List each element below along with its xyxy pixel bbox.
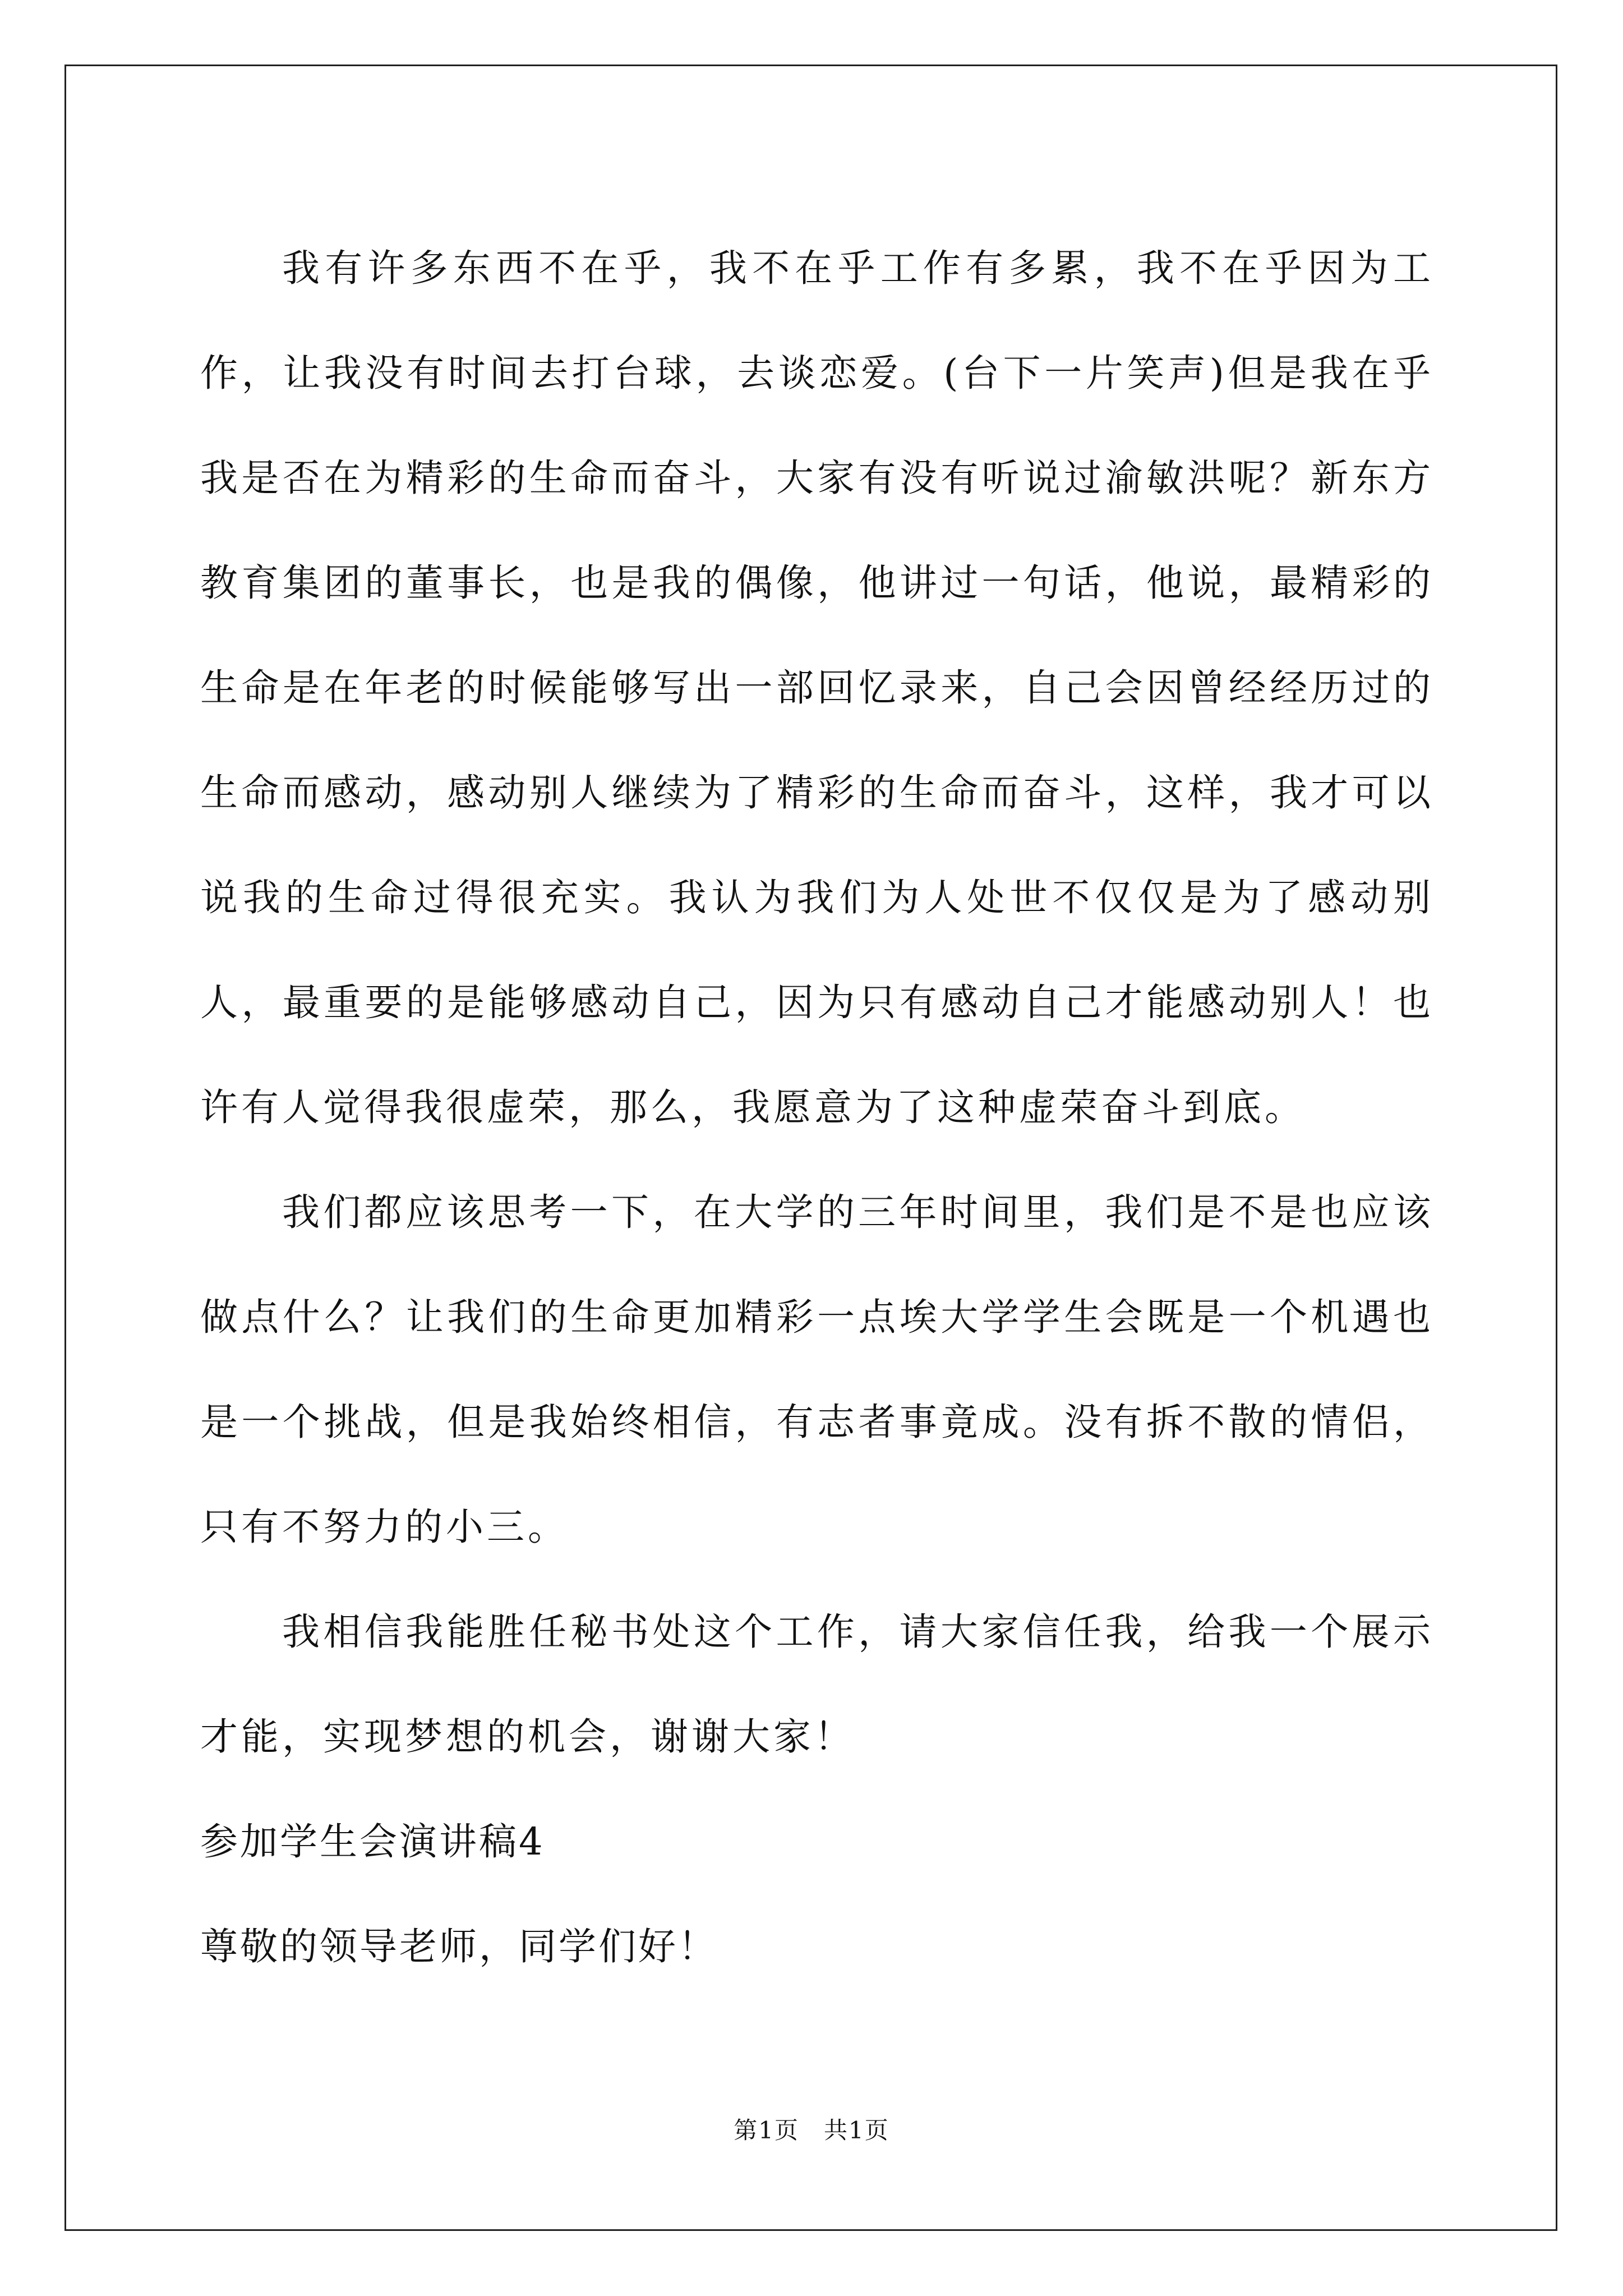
- paragraph: 我们都应该思考一下，在大学的三年时间里，我们是不是也应该做点什么？让我们的生命更加精彩一点埃大学学生会既是一个机遇也是一个挑战，但是我始终相信，有志者事竟成。没有拆不散的情侣，只有不努力的小三。: [200, 1190, 1434, 1549]
- document-body: [200, 216, 1434, 1999]
- greeting-line: 尊敬的领导老师，同学们好！: [200, 1925, 718, 1968]
- paragraph: 我有许多东西不在乎，我不在乎工作有多累，我不在乎因为工作，让我没有时间去打台球，去谈恋爱。(台下一片笑声)但是我在乎我是否在为精彩的生命而奋斗，大家有没有听说过渝敏洪呢？新东方教育集团的董事长，也是我的偶像，他讲过一句话，他说，最精彩的生命是在年老的时候能够写出一部回忆录来，自己会因曾经经历过的生命而感动，感动别人继续为了精彩的生命而奋斗，这样，我才可以说我的生命过得很充实。我认为我们为人处世不仅仅是为了感动别人，最重要的是能够感动自己，因为只有感动自己才能感动别人！也许有人觉得我很虚荣，那么，我愿意为了这种虚荣奋斗到底。: [200, 246, 1434, 1129]
- section-title: 参加学生会演讲稿4: [200, 1820, 545, 1864]
- paragraph: 我相信我能胜任秘书处这个工作，请大家信任我，给我一个展示才能，实现梦想的机会，谢谢大家！: [200, 1610, 1434, 1759]
- page-number-footer: 第1页 共1页: [734, 2116, 889, 2144]
